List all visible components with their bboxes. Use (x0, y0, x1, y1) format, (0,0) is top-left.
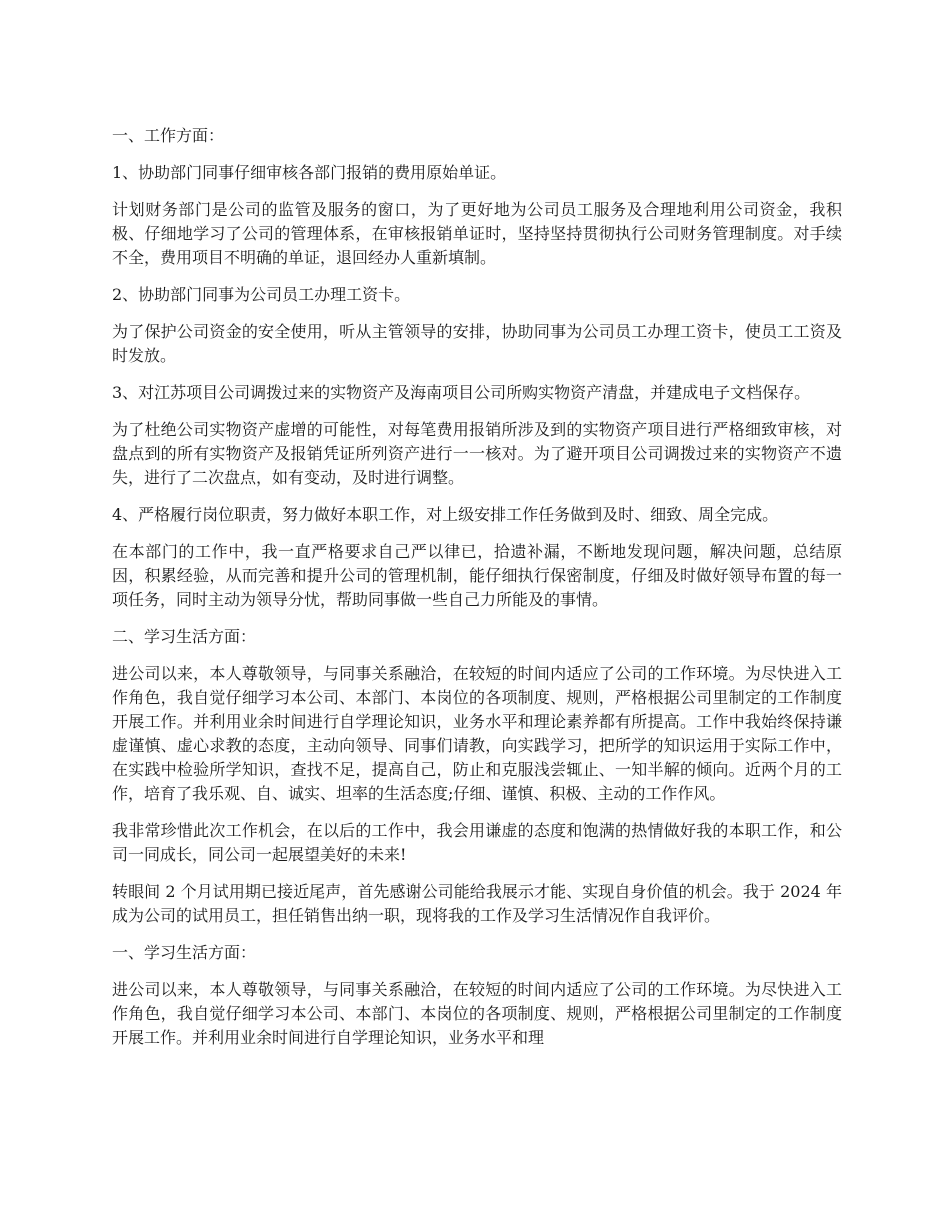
body-paragraph-4: 在本部门的工作中，我一直严格要求自己严以律已，拾遗补漏，不断地发现问题，解决问题，总结原因，积累经验，从而完善和提升公司的管理机制，能仔细执行保密制度，仔细及时做好领导布置的每一项任务，同时主动为领导分忧，帮助同事做一些自己力所能及的事情。 (112, 542, 842, 609)
body-paragraph-2: 为了保护公司资金的安全使用，听从主管领导的安排，协助同事为公司员工办理工资卡，使员工工资及时发放。 (112, 322, 842, 365)
body-paragraph-3: 为了杜绝公司实物资产虚增的可能性，对每笔费用报销所涉及到的实物资产项目进行严格细致审核，对盘点到的所有实物资产及报销凭证所列资产进行一一核对。为了避开项目公司调拨过来的实物资产不遗失，进行了二次盘点，如有变动，及时进行调整。 (112, 420, 842, 487)
section-heading-study: 二、学习生活方面： (112, 627, 257, 646)
body-paragraph-5: 进公司以来，本人尊敬领导，与同事关系融洽，在较短的时间内适应了公司的工作环境。为尽快进入工作角色，我自觉仔细学习本公司、本部门、本岗位的各项制度、规则，严格根据公司里制定的工作制度开展工作。并利用业余时间进行自学理论知识，业务水平和理论素养都有所提高。工作中我始终保持谦虚谨慎、虚心求教的态度，主动向领导、同事们请教，向实践学习，把所学的知识运用于实际工作中，在实践中检验所学知识，查找不足，提高自己，防止和克服浅尝辄止、一知半解的倾向。近两个月的工作，培育了我乐观、自、诚实、坦率的生活态度;仔细、谨慎、积极、主动的工作作风。 (112, 664, 842, 803)
body-paragraph-7: 转眼间 2 个月试用期已接近尾声，首先感谢公司能给我展示才能、实现自身价值的机会。我于 2024 年成为公司的试用员工，担任销售出纳一职，现将我的工作及学习生活情况作自我评价。 (112, 882, 842, 925)
item-heading-4: 4、严格履行岗位职责，努力做好本职工作，对上级安排工作任务做到及时、细致、周全完成。 (112, 505, 779, 524)
item-heading-1: 1、协助部门同事仔细审核各部门报销的费用原始单证。 (112, 163, 507, 182)
section-heading-study-2: 一、学习生活方面： (112, 943, 257, 962)
document-body (112, 124, 842, 1063)
item-heading-2: 2、协助部门同事为公司员工办理工资卡。 (112, 285, 411, 304)
item-heading-3: 3、对江苏项目公司调拨过来的实物资产及海南项目公司所购实物资产清盘，并建成电子文档保存。 (112, 383, 811, 402)
section-heading-work: 一、工作方面： (112, 126, 225, 145)
body-paragraph-1: 计划财务部门是公司的监管及服务的窗口，为了更好地为公司员工服务及合理地利用公司资金，我积极、仔细地学习了公司的管理体系，在审核报销单证时，坚持坚持贯彻执行公司财务管理制度。对手续不全，费用项目不明确的单证，退回经办人重新填制。 (112, 200, 842, 267)
body-paragraph-8: 进公司以来，本人尊敬领导，与同事关系融洽，在较短的时间内适应了公司的工作环境。为尽快进入工作角色，我自觉仔细学习本公司、本部门、本岗位的各项制度、规则，严格根据公司里制定的工作制度开展工作。并利用业余时间进行自学理论知识，业务水平和理 (112, 980, 842, 1047)
body-paragraph-6: 我非常珍惜此次工作机会，在以后的工作中，我会用谦虚的态度和饱满的热情做好我的本职工作，和公司一同成长，同公司一起展望美好的未来! (112, 821, 842, 864)
